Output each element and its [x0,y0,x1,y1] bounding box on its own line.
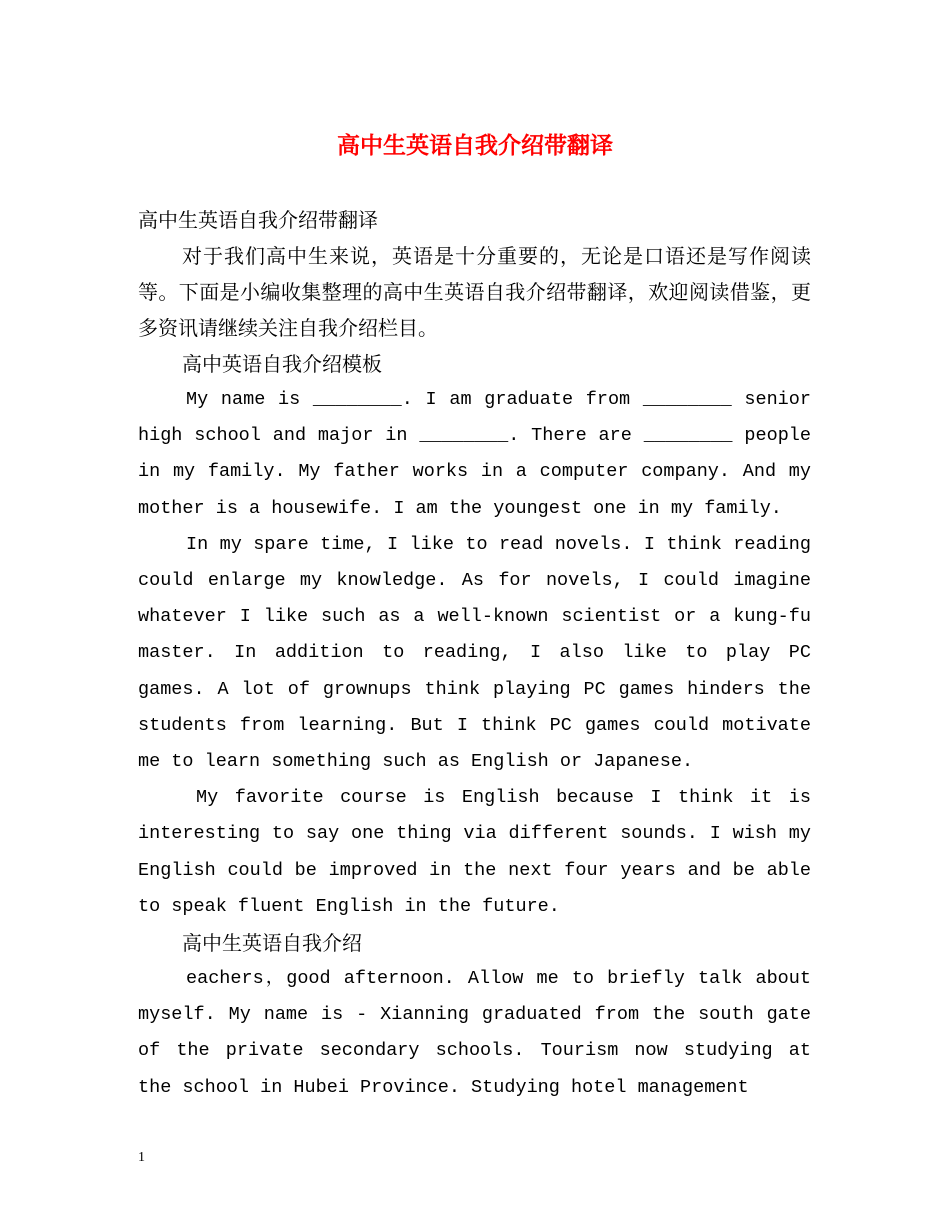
paragraph-english-family: My name is ________. I am graduate from ________ senior high school and major in ________. There are ________ people in my family. My father works in a computer company. And my mother is a housewife. I am the youngest one in my family. [138,389,811,519]
paragraph-heading-template: 高中英语自我介绍模板 [182,352,382,376]
document-body [138,202,811,1106]
paragraph-english-teachers: eachers，good afternoon. Allow me to briefly talk about myself. My name is - Xianning graduated from the south gate of the private secondary schools. Tourism now studying at the school in Hubei Province. Studying hotel management [138,968,811,1098]
paragraph-english-hobbies: In my spare time, I like to read novels. I think reading could enlarge my knowledge. As for novels, I could imagine whatever I like such as a well-known scientist or a kung-fu master. In addition to reading, I also like to play PC games. A lot of grownups think playing PC games hinders the students from learning. But I think PC games could motivate me to learn something such as English or Japanese. [138,533,811,773]
paragraph-intro-description: 对于我们高中生来说，英语是十分重要的，无论是口语还是写作阅读等。下面是小编收集整理的高中生英语自我介绍带翻译，欢迎阅读借鉴，更多资讯请继续关注自我介绍栏目。 [138,244,811,340]
paragraph-heading-self-intro: 高中生英语自我介绍 [182,931,362,956]
paragraph-heading-intro: 高中生英语自我介绍带翻译 [138,208,378,232]
page-number: 1 [138,1150,145,1165]
document-title: 高中生英语自我介绍带翻译 [337,132,613,159]
paragraph-english-course: My favorite course is English because I think it is interesting to say one thing via different sounds. I wish my English could be improved in the next four years and be able to speak fluent English in the future. [138,787,811,917]
